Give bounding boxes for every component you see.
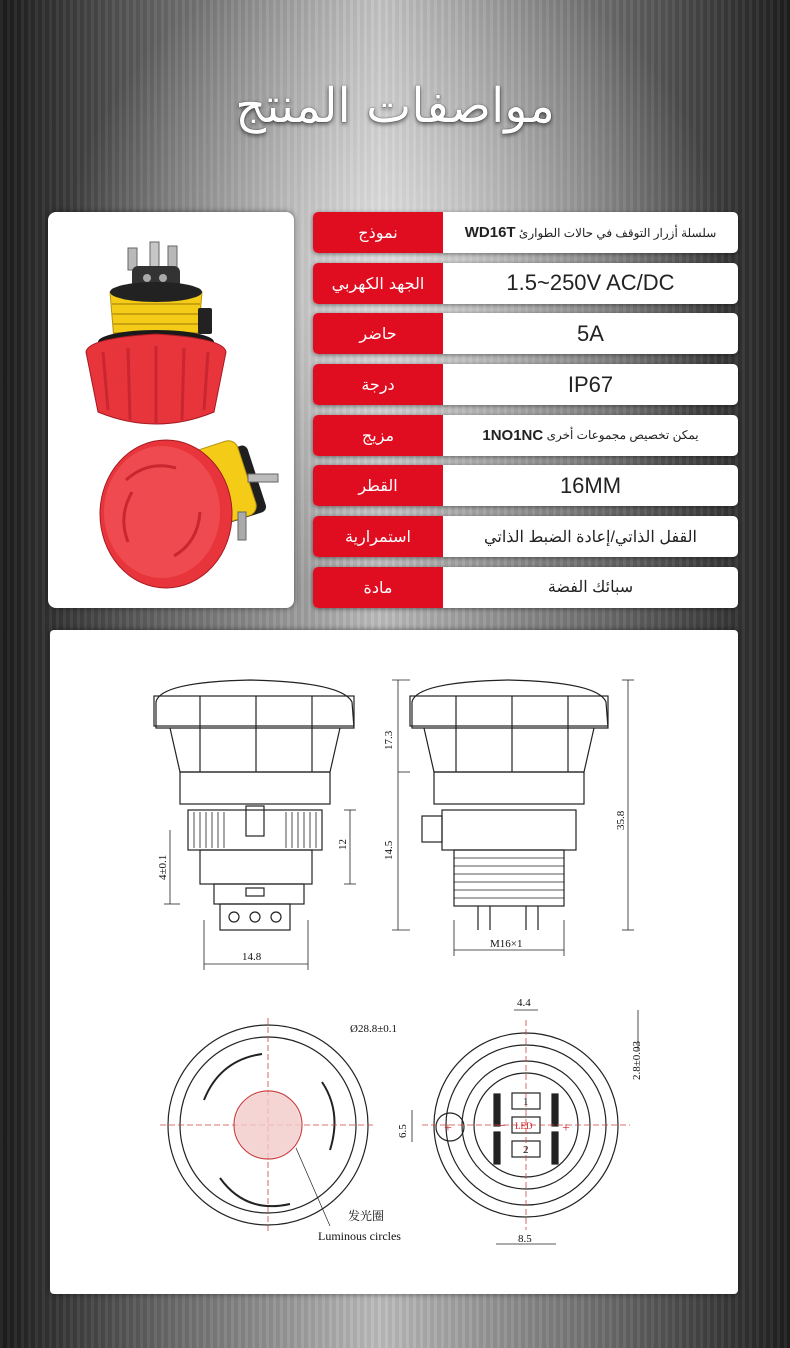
dim-h-total: 35.8 — [615, 810, 627, 830]
spec-value: 5A — [577, 320, 604, 346]
spec-row-material — [313, 567, 738, 608]
dim-h-side: 12 — [337, 839, 349, 850]
dimension-lines — [164, 680, 634, 970]
spec-model-code: WD16T — [464, 224, 516, 241]
dim-h-body: 14.5 — [383, 840, 395, 860]
spec-value: القفل الذاتي/إعادة الضبط الذاتي — [484, 528, 697, 546]
spec-value: IP67 — [567, 371, 614, 397]
dim-thread: M16×1 — [490, 938, 523, 950]
spec-row-model — [313, 212, 738, 253]
spec-row-current — [313, 313, 738, 354]
led-plus: + — [444, 1121, 452, 1136]
spec-row-continuity — [313, 516, 738, 557]
luminous-spot — [235, 1092, 301, 1158]
spec-row-voltage — [313, 263, 738, 304]
lower-product — [100, 438, 278, 588]
spec-label: نموذج — [313, 212, 443, 253]
side-view — [410, 680, 608, 930]
dim-w-bottom: 8.5 — [518, 1233, 532, 1245]
dim-h-left: 4±0.1 — [157, 854, 169, 880]
spec-value: سبائك الفضة — [547, 579, 634, 597]
spec-label: استمرارية — [313, 516, 443, 557]
led-terminal-1: 1 — [523, 1096, 529, 1108]
technical-drawing-panel — [50, 630, 738, 1294]
dim-d-head: Ø28.8±0.1 — [350, 1023, 397, 1035]
spec-row-rating — [313, 364, 738, 405]
spec-label: حاضر — [313, 313, 443, 354]
spec-value: 16MM — [559, 472, 622, 498]
spec-combo-text: يمكن تخصيص مجموعات أخرى — [546, 428, 699, 443]
spec-value — [443, 212, 738, 253]
spec-label: مادة — [313, 567, 443, 608]
note-english: Luminous circles — [318, 1229, 401, 1243]
led-minus: − — [498, 1119, 506, 1134]
dim-h-center: 6.5 — [397, 1124, 409, 1138]
led-label: LED — [515, 1121, 533, 1131]
spec-table — [313, 212, 738, 618]
led-terminal-2: 2 — [523, 1144, 529, 1156]
dim-d-ring: 2.8±0.03 — [631, 1040, 643, 1080]
spec-combo-code: 1NO1NC — [482, 426, 544, 444]
dim-h-head: 17.3 — [383, 730, 395, 750]
technical-drawing — [50, 630, 738, 1294]
dim-w-base: 14.8 — [242, 951, 262, 963]
led-plus-right: + — [562, 1121, 570, 1136]
spec-model-text: سلسلة أزرار التوقف في حالات الطوارئ — [518, 225, 717, 240]
spec-row-combination — [313, 415, 738, 456]
page-title: مواصفات المنتج — [235, 78, 555, 134]
product-photo-panel — [48, 212, 294, 608]
dim-w-top: 4.4 — [517, 997, 531, 1009]
spec-row-diameter — [313, 465, 738, 506]
front-view — [154, 680, 354, 930]
spec-value: 1.5~250V AC/DC — [506, 270, 675, 296]
spec-value — [443, 415, 738, 456]
spec-label: مزيج — [313, 415, 443, 456]
product-photo — [48, 212, 294, 608]
spec-label: الجهد الكهربي — [313, 263, 443, 304]
spec-label: درجة — [313, 364, 443, 405]
note-chinese: 发光圈 — [348, 1209, 385, 1223]
spec-label: القطر — [313, 465, 443, 506]
